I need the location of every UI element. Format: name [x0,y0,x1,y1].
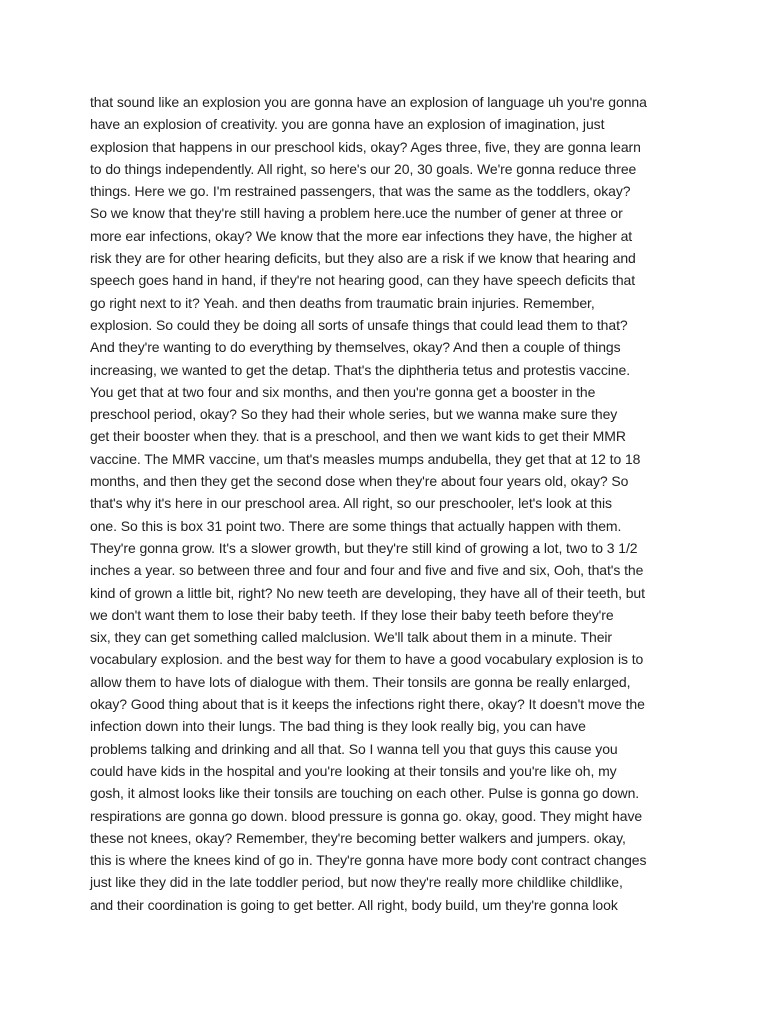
text-line: get their booster when they. that is a preschool, and then we want kids to get their MMR [90,428,626,445]
text-line: one. So this is box 31 point two. There are some things that actually happen with them. [90,517,622,534]
text-line: this is where the knees kind of go in. They're gonna have more body cont contract changes [90,852,647,869]
text-line: increasing, we wanted to get the detap. That's the diphtheria tetus and protestis vaccine. [90,361,630,378]
text-line: have an explosion of creativity. you are gonna have an explosion of imagination, just [90,116,605,133]
text-line: explosion. So could they be doing all sorts of unsafe things that could lead them to that? [90,316,628,333]
text-line: could have kids in the hospital and you're looking at their tonsils and you're like oh, my [90,762,617,779]
text-line: allow them to have lots of dialogue with them. Their tonsils are gonna be really enlarged, [90,673,631,690]
text-line: six, they can get something called malclusion. We'll talk about them in a minute. Their [90,629,613,646]
text-line: to do things independently. All right, so here's our 20, 30 goals. We're gonna reduce three [90,160,637,177]
text-line: these not knees, okay? Remember, they're becoming better walkers and jumpers. okay, [90,829,626,846]
text-line: and their coordination is going to get better. All right, body build, um they're gonna look [90,896,618,913]
text-line: explosion that happens in our preschool kids, okay? Ages three, five, they are gonna learn [90,138,641,155]
text-line: inches a year. so between three and four and four and five and five and six, Ooh, that's the [90,562,644,579]
text-line: vocabulary explosion. and the best way for them to have a good vocabulary explosion is to [90,651,644,668]
text-line: vaccine. The MMR vaccine, um that's measles mumps andubella, they get that at 12 to 18 [90,450,641,467]
text-line: risk they are for other hearing deficits, but they also are a risk if we know that hearing and [90,250,636,267]
text-line: months, and then they get the second dose when they're about four years old, okay? So [90,473,629,490]
text-line: things. Here we go. I'm restrained passengers, that was the same as the toddlers, okay? [90,183,631,200]
text-line: You get that at two four and six months, and then you're gonna get a booster in the [90,383,596,400]
text-line: problems talking and drinking and all that. So I wanna tell you that guys this cause you [90,740,618,757]
text-line: And they're wanting to do everything by themselves, okay? And then a couple of things [90,339,621,356]
text-line: okay? Good thing about that is it keeps the infections right there, okay? It doesn't move the [90,696,645,713]
text-line: speech goes hand in hand, if they're not hearing good, can they have speech deficits that [90,272,636,289]
text-line: go right next to it? Yeah. and then deaths from traumatic brain injuries. Remember, [90,294,595,311]
text-line: They're gonna grow. It's a slower growth, but they're still kind of growing a lot, two to 3 1/2 [90,539,638,556]
text-line: kind of grown a little bit, right? No new teeth are developing, they have all of their teeth, but [90,584,645,601]
text-line: we don't want them to lose their baby teeth. If they lose their baby teeth before they're [90,606,614,623]
text-line: that sound like an explosion you are gonna have an explosion of language uh you're gonna [90,94,647,110]
text-line: gosh, it almost looks like their tonsils are touching on each other. Pulse is gonna go down. [90,785,640,802]
document-body [90,91,680,916]
text-line: just like they did in the late toddler period, but now they're really more childlike childlike, [90,874,623,891]
text-line: So we know that they're still having a problem here.uce the number of gener at three or [90,205,623,222]
text-line: that's why it's here in our preschool area. All right, so our preschooler, let's look at this [90,495,612,512]
text-line: more ear infections, okay? We know that the more ear infections they have, the higher at [90,227,633,244]
text-line: respirations are gonna go down. blood pressure is gonna go. okay, good. They might have [90,807,643,824]
text-line: infection down into their lungs. The bad thing is they look really big, you can have [90,718,586,735]
text-line: preschool period, okay? So they had their whole series, but we wanna make sure they [90,406,618,423]
